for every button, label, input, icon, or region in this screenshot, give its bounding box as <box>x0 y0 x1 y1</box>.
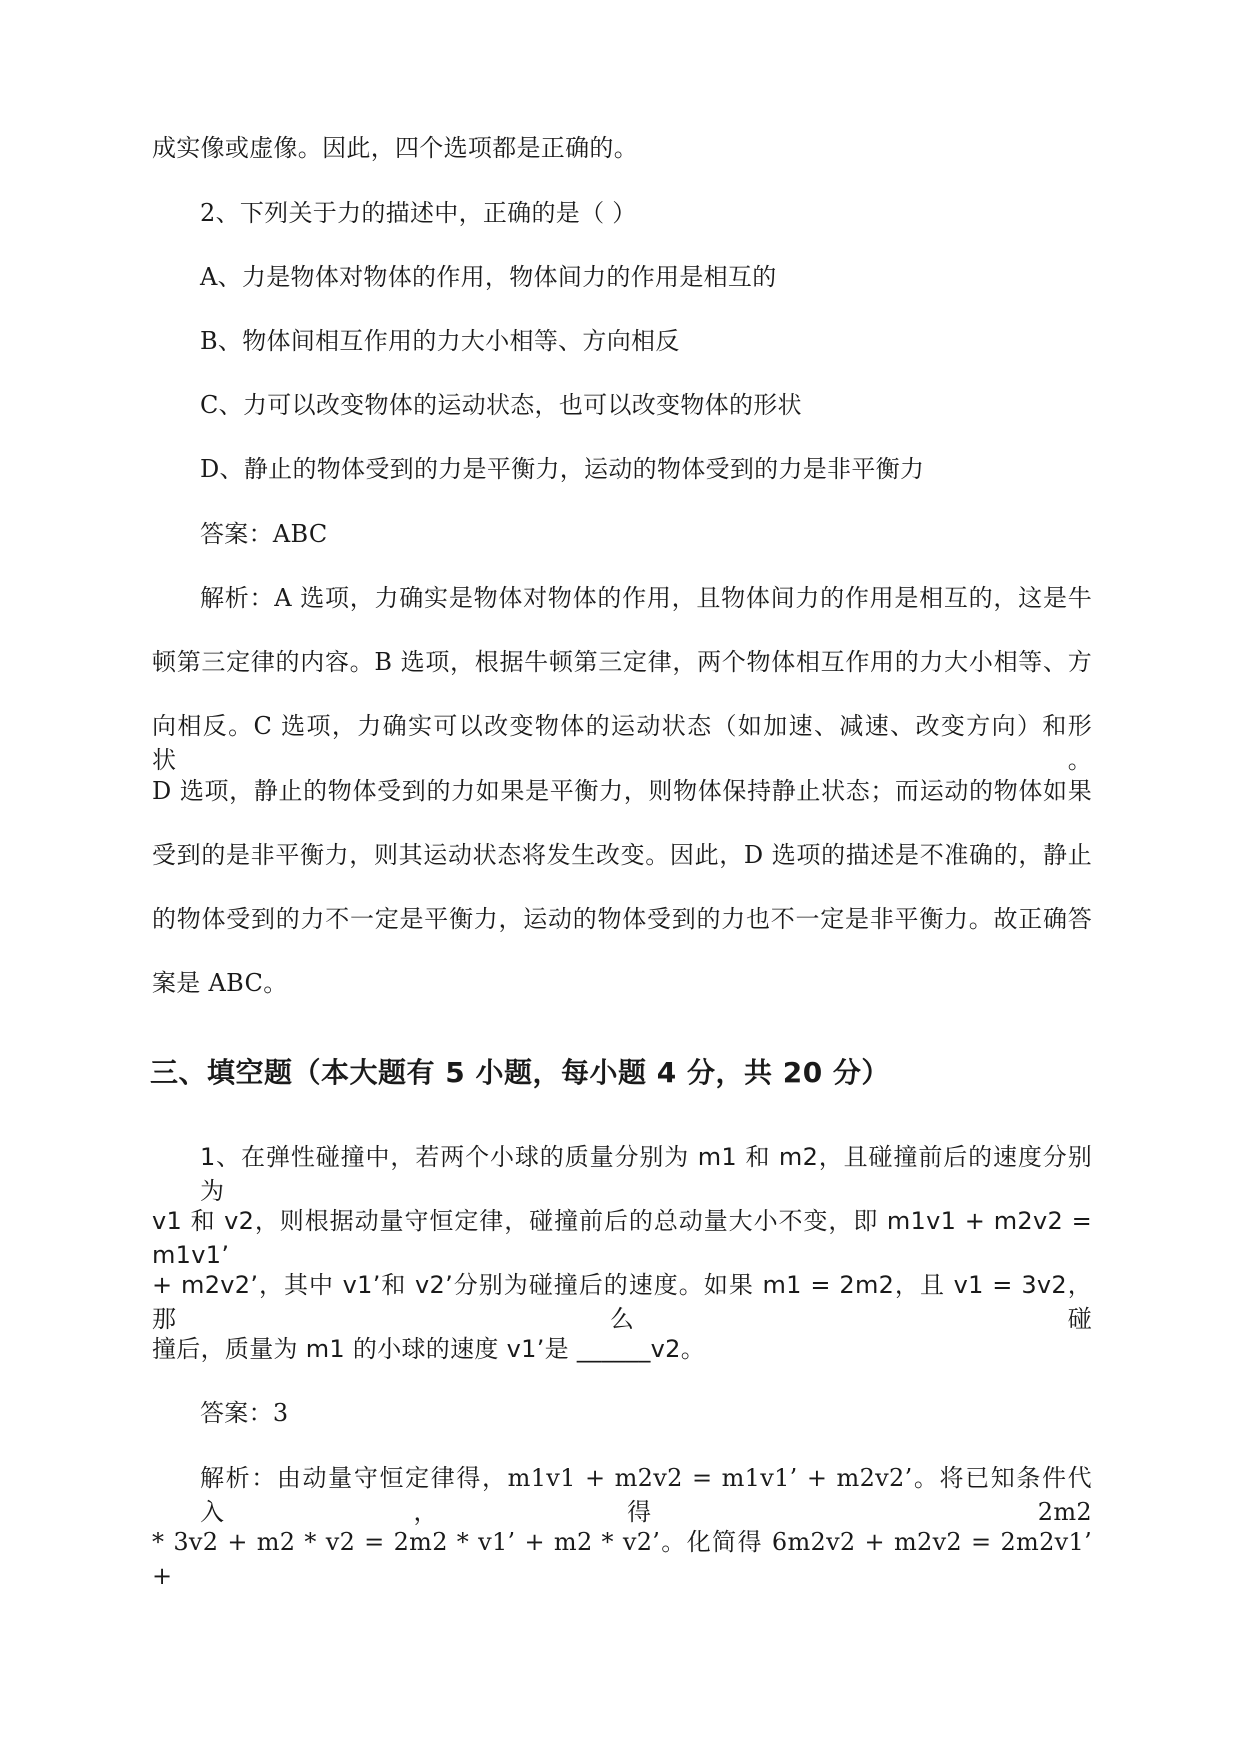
fill-question-1-stem-line: 1、在弹性碰撞中，若两个小球的质量分别为 m1 和 m2，且碰撞前后的速度分别为 <box>200 1143 1092 1205</box>
question-2-analysis-line: 受到的是非平衡力，则其运动状态将发生改变。因此，D 选项的描述是不准确的，静止 <box>152 841 1092 869</box>
fill-question-1-stem-line: + m2v2’，其中 v1’和 v2’分别为碰撞后的速度。如果 m1 = 2m2，且 v1 = 3v2，那么碰 <box>152 1271 1092 1333</box>
question-2-analysis-line: 解析：A 选项，力确实是物体对物体的作用，且物体间力的作用是相互的，这是牛 <box>200 584 1092 612</box>
question-2-option-b: B、物体间相互作用的力大小相等、方向相反 <box>200 327 680 355</box>
question-2-analysis-line: 的物体受到的力不一定是平衡力，运动的物体受到的力也不一定是非平衡力。故正确答 <box>152 905 1092 933</box>
fill-question-1-analysis-line: * 3v2 + m2 * v2 = 2m2 * v1’ + m2 * v2’。化简得 6m2v2 + m2v2 = 2m2v1’ + <box>152 1528 1092 1590</box>
question-2-option-c: C、力可以改变物体的运动状态，也可以改变物体的形状 <box>200 391 802 419</box>
fill-question-1-analysis-line: 解析：由动量守恒定律得，m1v1 + m2v2 = m1v1’ + m2v2’。将已知条件代入，得 2m2 <box>200 1464 1092 1526</box>
question-2-option-a: A、力是物体对物体的作用，物体间力的作用是相互的 <box>200 263 777 291</box>
fill-question-1-stem-line: v1 和 v2，则根据动量守恒定律，碰撞前后的总动量大小不变，即 m1v1 + m2v2 = m1v1’ <box>152 1207 1092 1269</box>
fill-question-1-answer: 答案：3 <box>200 1399 289 1427</box>
question-2-analysis-line: 案是 ABC。 <box>152 969 288 997</box>
question-2-analysis-line: 向相反。C 选项，力确实可以改变物体的运动状态（如加速、减速、改变方向）和形状。 <box>152 712 1092 774</box>
question-2-answer: 答案：ABC <box>200 520 328 548</box>
fill-question-1-stem-line: 撞后，质量为 m1 的小球的速度 v1’是 ______v2。 <box>152 1335 706 1363</box>
question-2-option-d: D、静止的物体受到的力是平衡力，运动的物体受到的力是非平衡力 <box>200 455 925 483</box>
section-heading: 三、填空题（本大题有 5 小题，每小题 4 分，共 20 分） <box>150 1056 890 1089</box>
question-2-stem: 2、下列关于力的描述中，正确的是（ ） <box>200 199 637 227</box>
question-2-analysis-line: D 选项，静止的物体受到的力如果是平衡力，则物体保持静止状态；而运动的物体如果 <box>152 777 1092 805</box>
question-2-analysis-line: 顿第三定律的内容。B 选项，根据牛顿第三定律，两个物体相互作用的力大小相等、方 <box>152 648 1092 676</box>
prev-question-tail: 成实像或虚像。因此，四个选项都是正确的。 <box>152 134 638 162</box>
